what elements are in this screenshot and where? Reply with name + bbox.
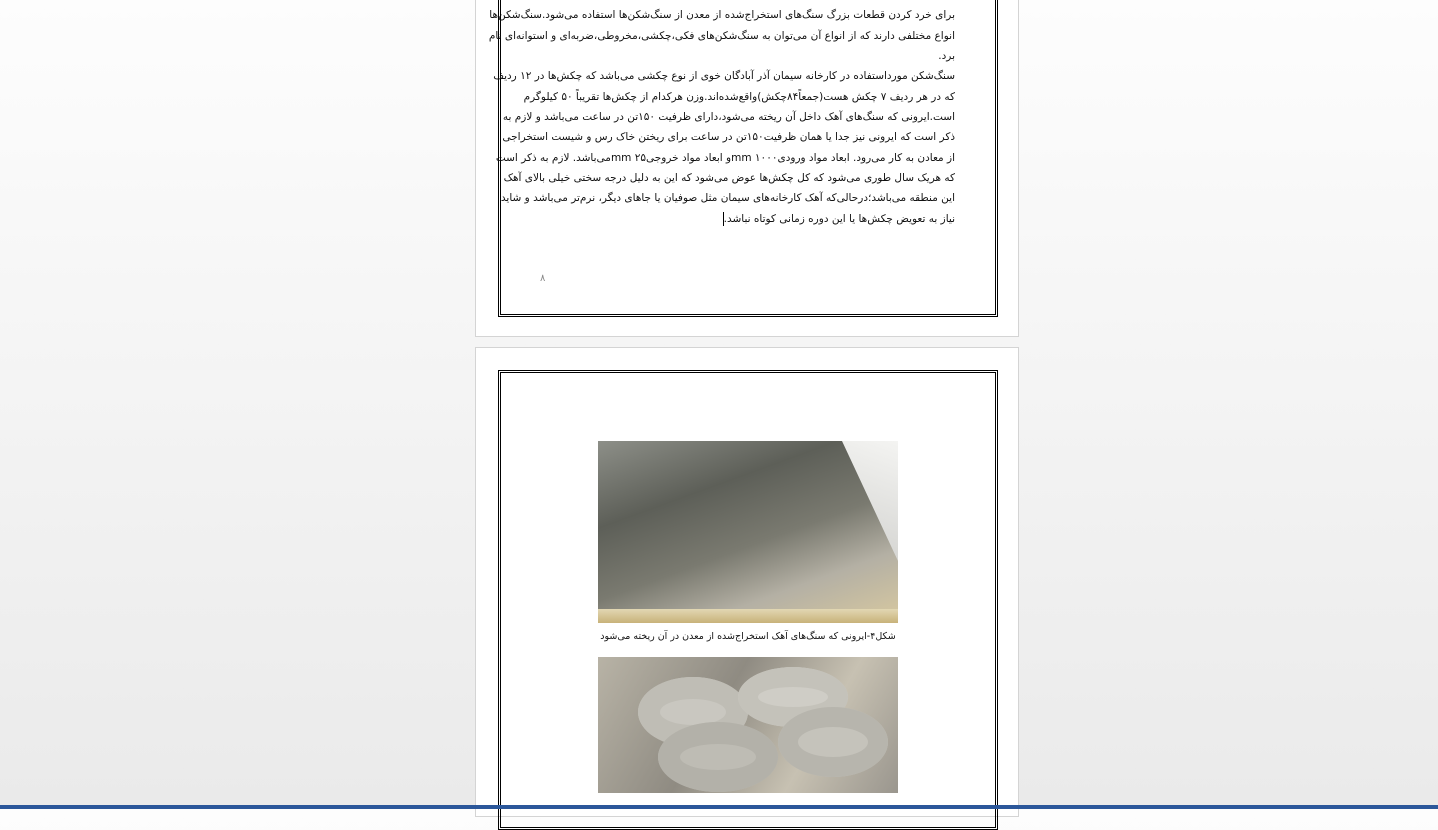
text-line: که هریک سال طوری می‌شود که کل چکش‌ها عوض می‌شود که این به دلیل درجه سختی خیلی بالای آهک bbox=[503, 172, 955, 184]
text-line: این منطقه می‌باشد؛درحالی‌که آهک کارخانه‌های سیمان مثل صوفیان یا جاهای دیگر، نرم‌تر می‌باشد و شاید bbox=[500, 192, 955, 204]
text-line: نیاز به تعویض چکش‌ها یا این دوره زمانی کوتاه نباشد. bbox=[723, 213, 955, 225]
status-bar bbox=[0, 805, 1438, 809]
text-line: است.ایرونی که سنگ‌های آهک داخل آن ریخته می‌شود،دارای ظرفیت ۱۵۰تن در ساعت می‌باشد و لازم به bbox=[502, 111, 955, 123]
text-cursor bbox=[723, 212, 724, 226]
page-number: ۸ bbox=[540, 273, 546, 284]
text-line: سنگ‌شکن مورداستفاده در کارخانه سیمان آذر آبادگان خوی از نوع چکشی می‌باشد که چکش‌ها در ۱۲ ردیف bbox=[493, 70, 955, 82]
text-line: برد. bbox=[938, 50, 955, 62]
text-line: از معادن به کار می‌رود. ابعاد مواد ورودیmm ۱۰۰۰و ابعاد مواد خروجیmm ۲۵می‌باشد. لازم به ذکر است bbox=[495, 152, 955, 164]
text-line: انواع مختلفی دارند که از انواع آن می‌توان به سنگ‌شکن‌های فکی،چکشی،مخروطی،ضربه‌ای و استوانه‌ای نام bbox=[488, 30, 955, 42]
figure-hammers-image bbox=[598, 657, 898, 793]
text-line: ذکر است که ایرونی نیز جدا یا همان ظرفیت۱۵۰تن در ساعت برای ریختن خاک رس و شیست استخراجی bbox=[502, 131, 955, 143]
text-line: که در هر ردیف ۷ چکش هست(جمعاً۸۴چکش)واقع‌شده‌اند.وزن هرکدام از چکش‌ها تقریباً ۵۰ کیلوگرم bbox=[523, 91, 955, 103]
figure-caption: شکل۴-ایرونی که سنگ‌های آهک استخراج‌شده از معدن در آن ریخته می‌شود bbox=[600, 631, 896, 642]
text-line: برای خرد کردن قطعات بزرگ سنگ‌های استخراج‌شده از معدن از سنگ‌شکن‌ها استفاده می‌شود.سنگ‌شکن‌ها bbox=[489, 9, 955, 21]
figure-crusher-hopper-image bbox=[598, 441, 898, 623]
